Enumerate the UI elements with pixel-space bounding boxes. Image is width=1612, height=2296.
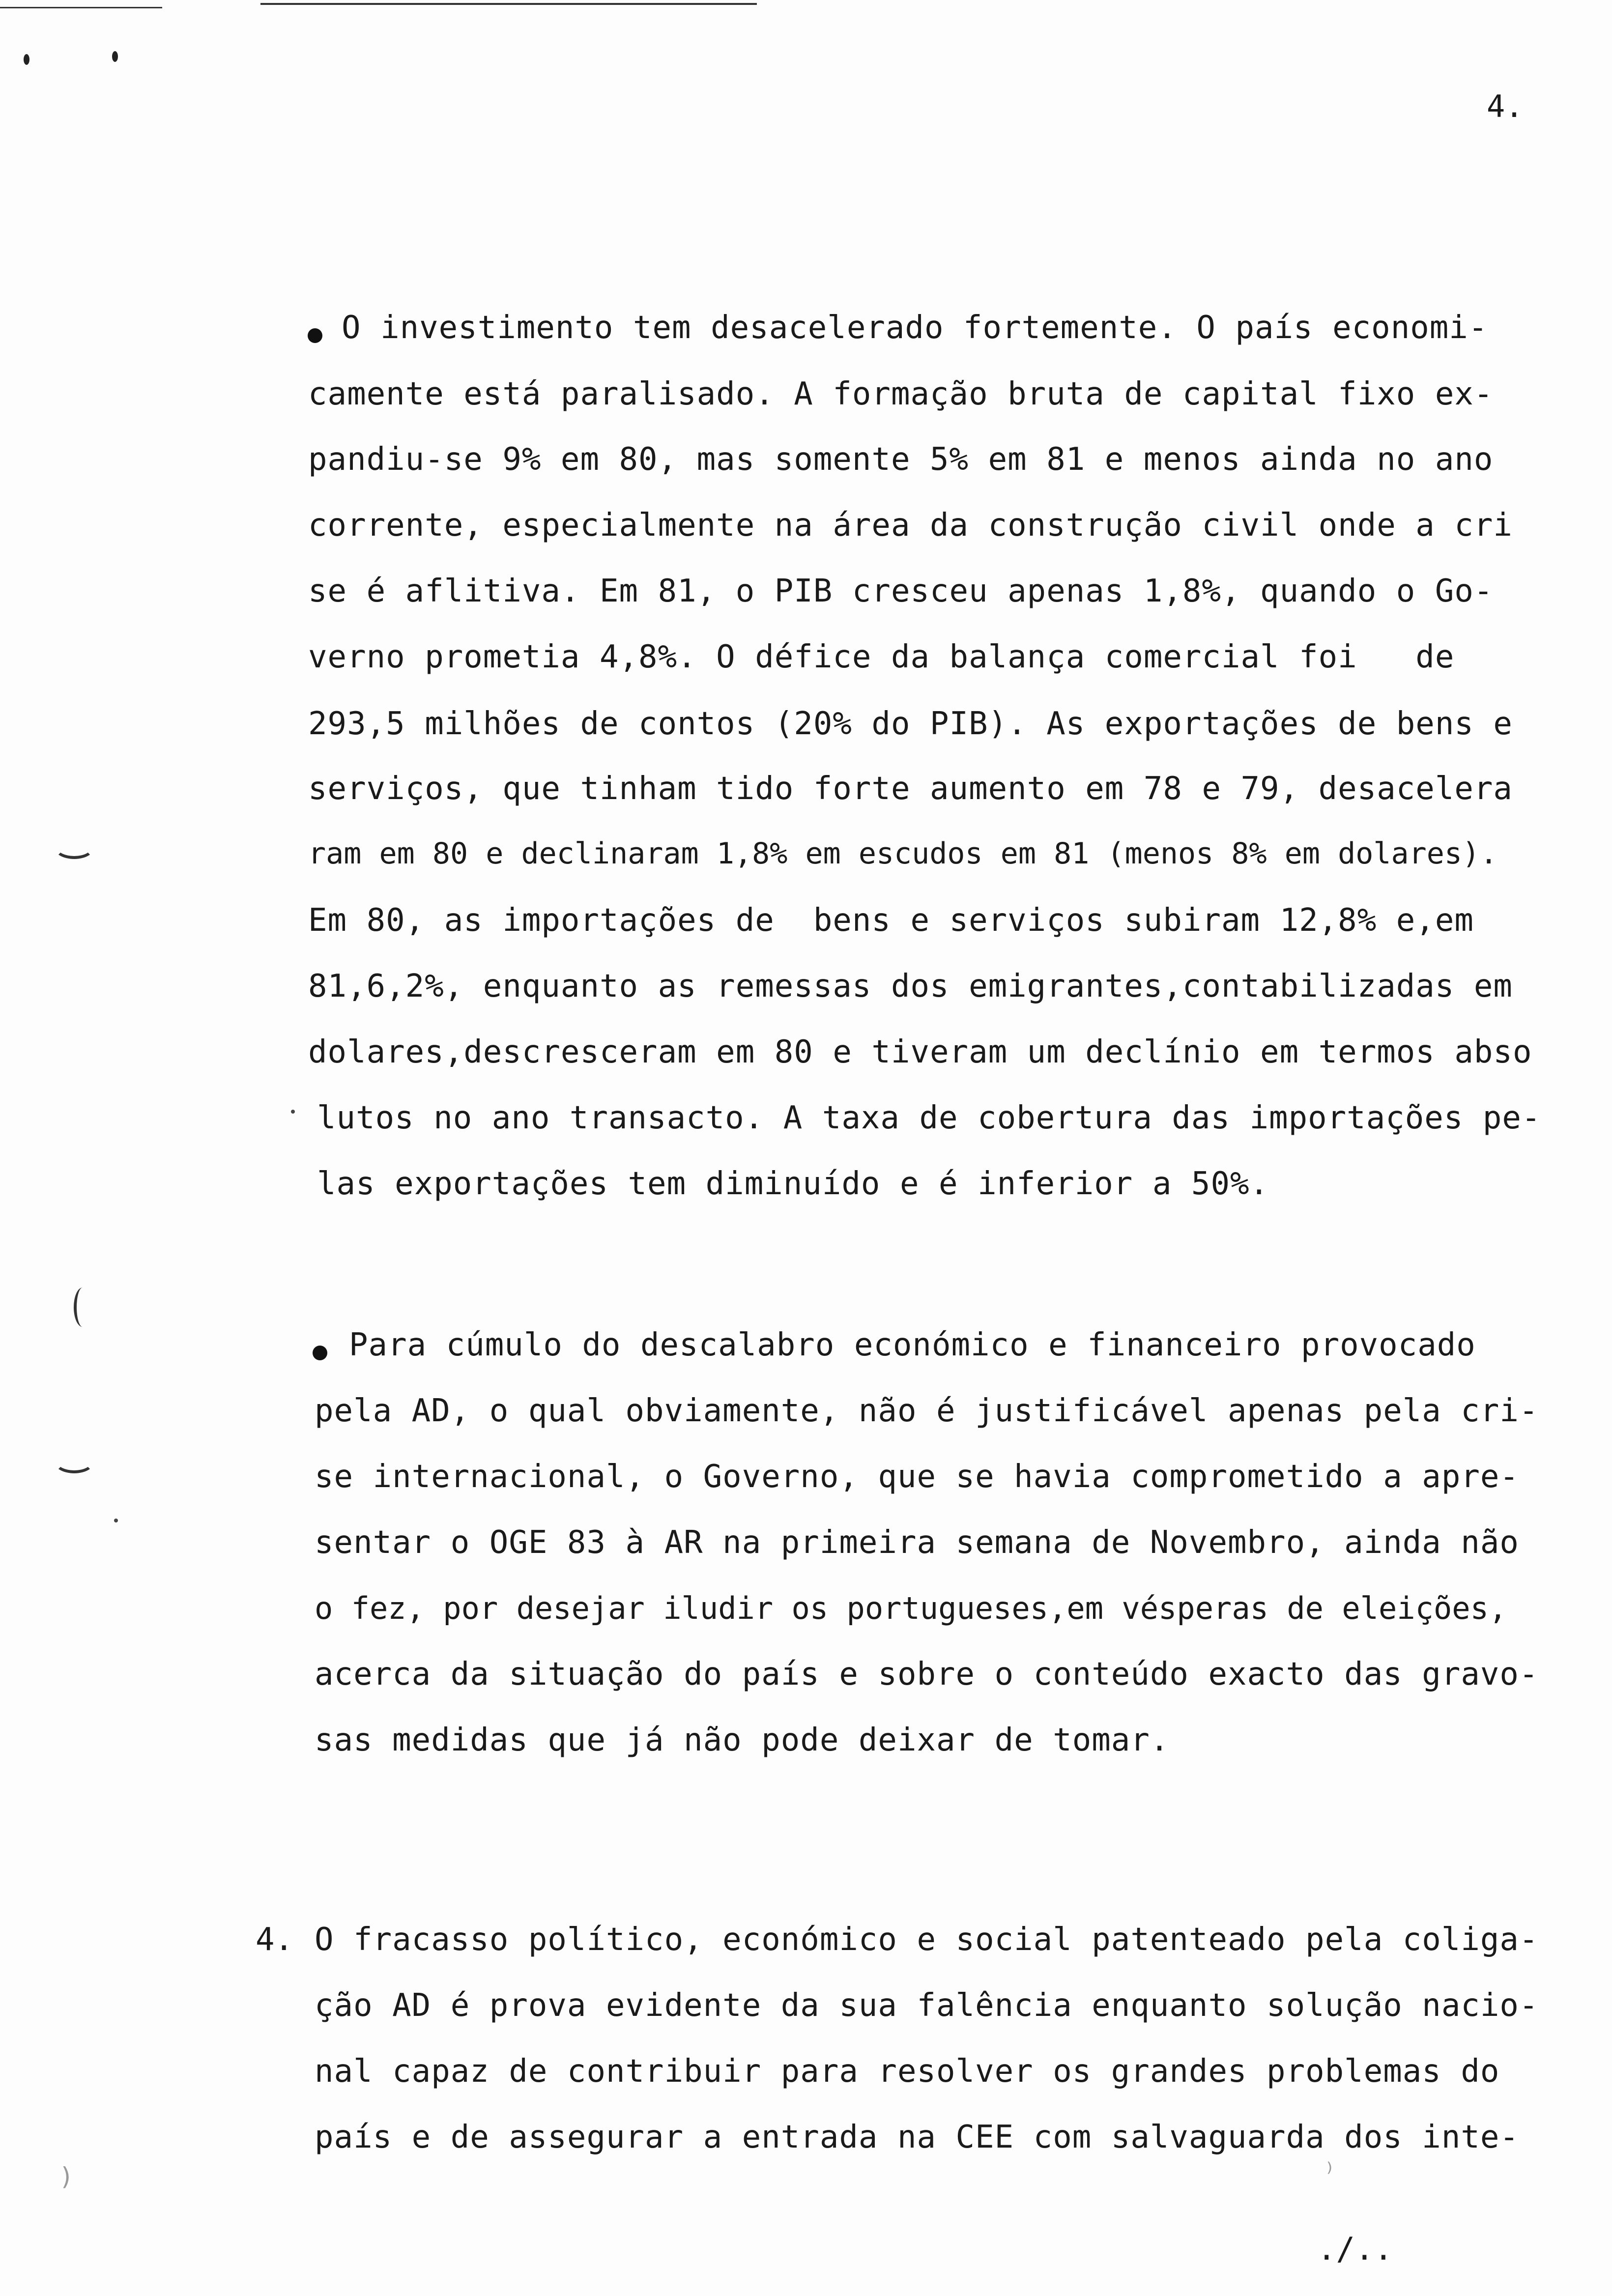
paragraph-2-line: acerca da situação do país e sobre o conteúdo exacto das gravo- <box>315 1656 1539 1693</box>
top-rule-right <box>260 3 757 5</box>
paragraph-1-line: serviços, que tinham tido forte aumento em 78 e 79, desacelera <box>308 771 1513 807</box>
paragraph-2-line: pela AD, o qual obviamente, não é justificável apenas pela cri- <box>315 1393 1539 1429</box>
item-4-line: país e de assegurar a entrada na CEE com salvaguarda dos inte- <box>315 2119 1519 2155</box>
paragraph-1-line: lutos no ano transacto. A taxa de cobertura das importações pe- <box>317 1100 1541 1136</box>
paragraph-2-line: sas medidas que já não pode deixar de tomar. <box>315 1722 1170 1758</box>
punch-mark-left <box>24 54 29 65</box>
margin-mark <box>54 835 94 859</box>
paragraph-1-line: ram em 80 e declinaram 1,8% em escudos em 81 (menos 8% em dolares). <box>308 836 1498 871</box>
faint-scribble: ⁾ <box>1322 2157 1337 2186</box>
paragraph-1-line: O investimento tem desacelerado fortemente. O país economi- <box>342 310 1488 346</box>
paragraph-1-line: corrente, especialmente na área da construção civil onde a cri <box>308 507 1513 544</box>
item-4-line: nal capaz de contribuir para resolver os grandes problemas do <box>315 2053 1500 2090</box>
paragraph-1-line: camente está paralisado. A formação bruta de capital fixo ex- <box>308 376 1494 412</box>
margin-mark <box>54 1450 94 1473</box>
paragraph-1-line: 293,5 milhões de contos (20% do PIB). As exportações de bens e <box>308 706 1513 742</box>
paragraph-1-line: las exportações tem diminuído e é inferior a 50%. <box>317 1166 1269 1202</box>
margin-faint-mark: ) <box>59 2162 74 2191</box>
item-4-line: O fracasso político, económico e social patenteado pela coliga- <box>315 1922 1539 1958</box>
paragraph-1-line: pandiu-se 9% em 80, mas somente 5% em 81 e menos ainda no ano <box>308 441 1494 478</box>
item-4-line: ção AD é prova evidente da sua falência enquanto solução nacio- <box>315 1987 1539 2024</box>
paragraph-1-line: verno prometia 4,8%. O défice da balança comercial foi de <box>308 639 1455 675</box>
paragraph-1-line: se é aflitiva. Em 81, o PIB cresceu apenas 1,8%, quando o Go- <box>308 573 1494 609</box>
continuation-marker: ./.. <box>1317 2231 1393 2267</box>
item-4-number: 4. <box>256 1922 294 1958</box>
bullet-paragraph-2 <box>313 1346 327 1360</box>
paragraph-2-line: sentar o OGE 83 à AR na primeira semana de Novembro, ainda não <box>315 1524 1519 1561</box>
paragraph-2-line: se internacional, o Governo, que se havia comprometido a apre- <box>315 1459 1519 1495</box>
paragraph-1-line: 81,6,2%, enquanto as remessas dos emigrantes,contabilizadas em <box>308 968 1513 1004</box>
top-rule-left <box>0 7 162 8</box>
paragraph-1-line: dolares,descresceram em 80 e tiveram um declínio em termos abso <box>308 1034 1532 1070</box>
margin-dot <box>291 1110 295 1114</box>
paragraph-2-line: o fez, por desejar iludir os portugueses,em vésperas de eleições, <box>315 1590 1507 1626</box>
punch-mark-right <box>112 51 118 62</box>
bullet-paragraph-1 <box>308 328 322 343</box>
paragraph-1-line: Em 80, as importações de bens e serviços subiram 12,8% e,em <box>308 902 1474 939</box>
margin-dot <box>114 1519 118 1522</box>
margin-paren <box>74 1288 91 1327</box>
page-number: 4. <box>1487 88 1524 124</box>
paragraph-2-line: Para cúmulo do descalabro económico e financeiro provocado <box>349 1327 1476 1363</box>
